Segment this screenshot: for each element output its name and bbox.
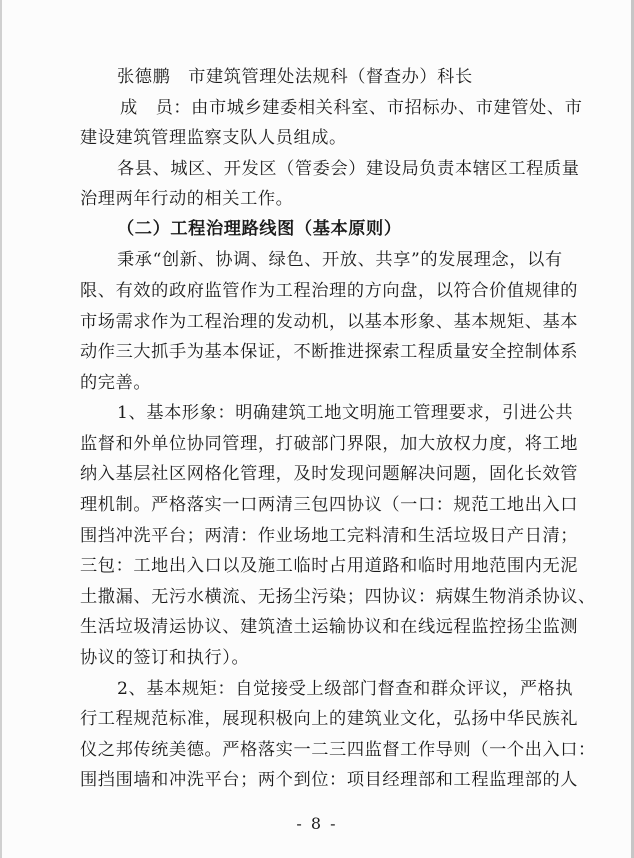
text-line: 三包：工地出入口以及施工临时占用道路和临时用地范围内无泥 <box>80 556 579 576</box>
text-line: 张德鹏 市建筑管理处法规科（督查办）科长 <box>117 67 473 87</box>
text-line: 建设建筑管理监察支队人员组成。 <box>80 128 347 148</box>
text-line: 生活垃圾清运协议、建筑渣土运输协议和在线远程监控扬尘监测 <box>80 617 579 637</box>
text-line: 成 员：由市城乡建委相关科室、市招标办、市建管处、市 <box>120 98 583 118</box>
page-number: - 8 - <box>296 814 338 833</box>
text-line: 协议的签订和执行）。 <box>80 648 250 668</box>
text-line: 市场需求作为工程治理的发动机，以基本形象、基本规矩、基本 <box>80 312 579 332</box>
text-line: 限、有效的政府监管作为工程治理的方向盘，以符合价值规律的 <box>80 281 579 301</box>
text-line: 行工程规范标准，展现积极向上的建筑业文化，弘扬中华民族礼 <box>80 709 579 729</box>
text-line: 理机制。严格落实一口两清三包四协议（一口：规范工地出入口 <box>80 495 579 515</box>
text-line: 秉承“创新、协调、绿色、开放、共享”的发展理念，以有 <box>117 250 563 270</box>
section-heading: （二）工程治理路线图（基本原则） <box>117 219 402 239</box>
text-line: 仪之邦传统美德。严格落实一二三四监督工作导则（一个出入口： <box>80 740 596 760</box>
text-line: 围挡冲洗平台；两清：作业场地工完料清和生活垃圾日产日清； <box>80 526 579 546</box>
text-line: 1、基本形象：明确建筑工地文明施工管理要求，引进公共 <box>117 403 574 423</box>
text-line: 治理两年行动的相关工作。 <box>80 189 294 209</box>
text-line: 纳入基层社区网格化管理，及时发现问题解决问题，固化长效管 <box>80 464 579 484</box>
text-line: 各县、城区、开发区（管委会）建设局负责本辖区工程质量 <box>117 159 580 179</box>
text-line: 的完善。 <box>80 373 152 393</box>
text-line: 围挡围墙和冲洗平台；两个到位：项目经理部和工程监理部的人 <box>80 770 579 790</box>
text-line: 动作三大抓手为基本保证，不断推进探索工程质量安全控制体系 <box>80 342 579 362</box>
text-line: 2、基本规矩：自觉接受上级部门督查和群众评议，严格执 <box>117 679 574 699</box>
text-line: 土撒漏、无污水横流、无扬尘污染；四协议：病媒生物消杀协议、 <box>80 587 596 607</box>
text-line: 监督和外单位协同管理，打破部门界限，加大放权力度，将工地 <box>80 434 579 454</box>
